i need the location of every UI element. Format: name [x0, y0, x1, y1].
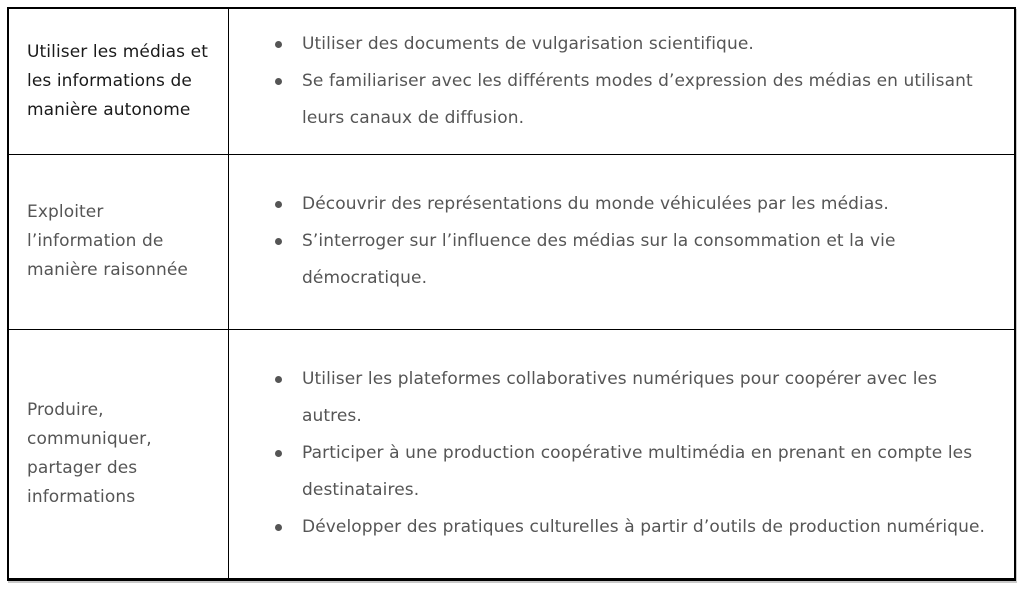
bullet-icon: [275, 78, 282, 85]
bullet-icon: [275, 238, 282, 245]
list-item: [229, 223, 990, 297]
list-item: [229, 186, 990, 223]
bullet-icon: [275, 376, 282, 383]
list-item: [229, 26, 990, 63]
objective-list: [229, 361, 990, 546]
list-item: [229, 361, 990, 435]
competency-label: Exploiter l’information de manière raisonnée: [27, 202, 188, 280]
objective-text: S’interroger sur l’influence des médias sur la consommation et la vie démocratique.: [302, 231, 896, 288]
objective-list: [229, 186, 990, 297]
objective-text: Se familiariser avec les différents modes d’expression des médias en utilisant leurs canaux de diffusion.: [302, 70, 973, 128]
competency-cell: [8, 8, 229, 154]
competency-cell: [8, 329, 229, 579]
objective-text: Utiliser des documents de vulgarisation scientifique.: [302, 33, 754, 54]
objectives-cell: [229, 8, 1016, 154]
objective-text: Participer à une production coopérative multimédia en prenant en compte les destinataires.: [302, 443, 973, 500]
table-row: [8, 154, 1015, 329]
objective-text: Découvrir des représentations du monde véhiculées par les médias.: [302, 194, 889, 214]
table-row: [8, 8, 1015, 154]
objective-text: Développer des pratiques culturelles à partir d’outils de production numérique.: [302, 517, 986, 537]
list-item: [229, 435, 990, 509]
list-item: [229, 509, 990, 546]
competency-table: [7, 7, 1016, 581]
objectives-cell: [229, 154, 1016, 329]
bullet-icon: [275, 450, 282, 457]
competency-label: Utiliser les médias et les informations de manière autonome: [27, 41, 208, 120]
objective-text: Utiliser les plateformes collaboratives numériques pour coopérer avec les autres.: [302, 369, 938, 426]
bullet-icon: [275, 201, 282, 208]
objectives-cell: [229, 329, 1016, 579]
objective-list: [229, 26, 990, 137]
table-row: [8, 329, 1015, 579]
bullet-icon: [275, 524, 282, 531]
competency-label: Produire, communiquer, partager des informations: [27, 399, 152, 507]
competency-cell: [8, 154, 229, 329]
bullet-icon: [275, 41, 282, 48]
list-item: [229, 63, 990, 137]
